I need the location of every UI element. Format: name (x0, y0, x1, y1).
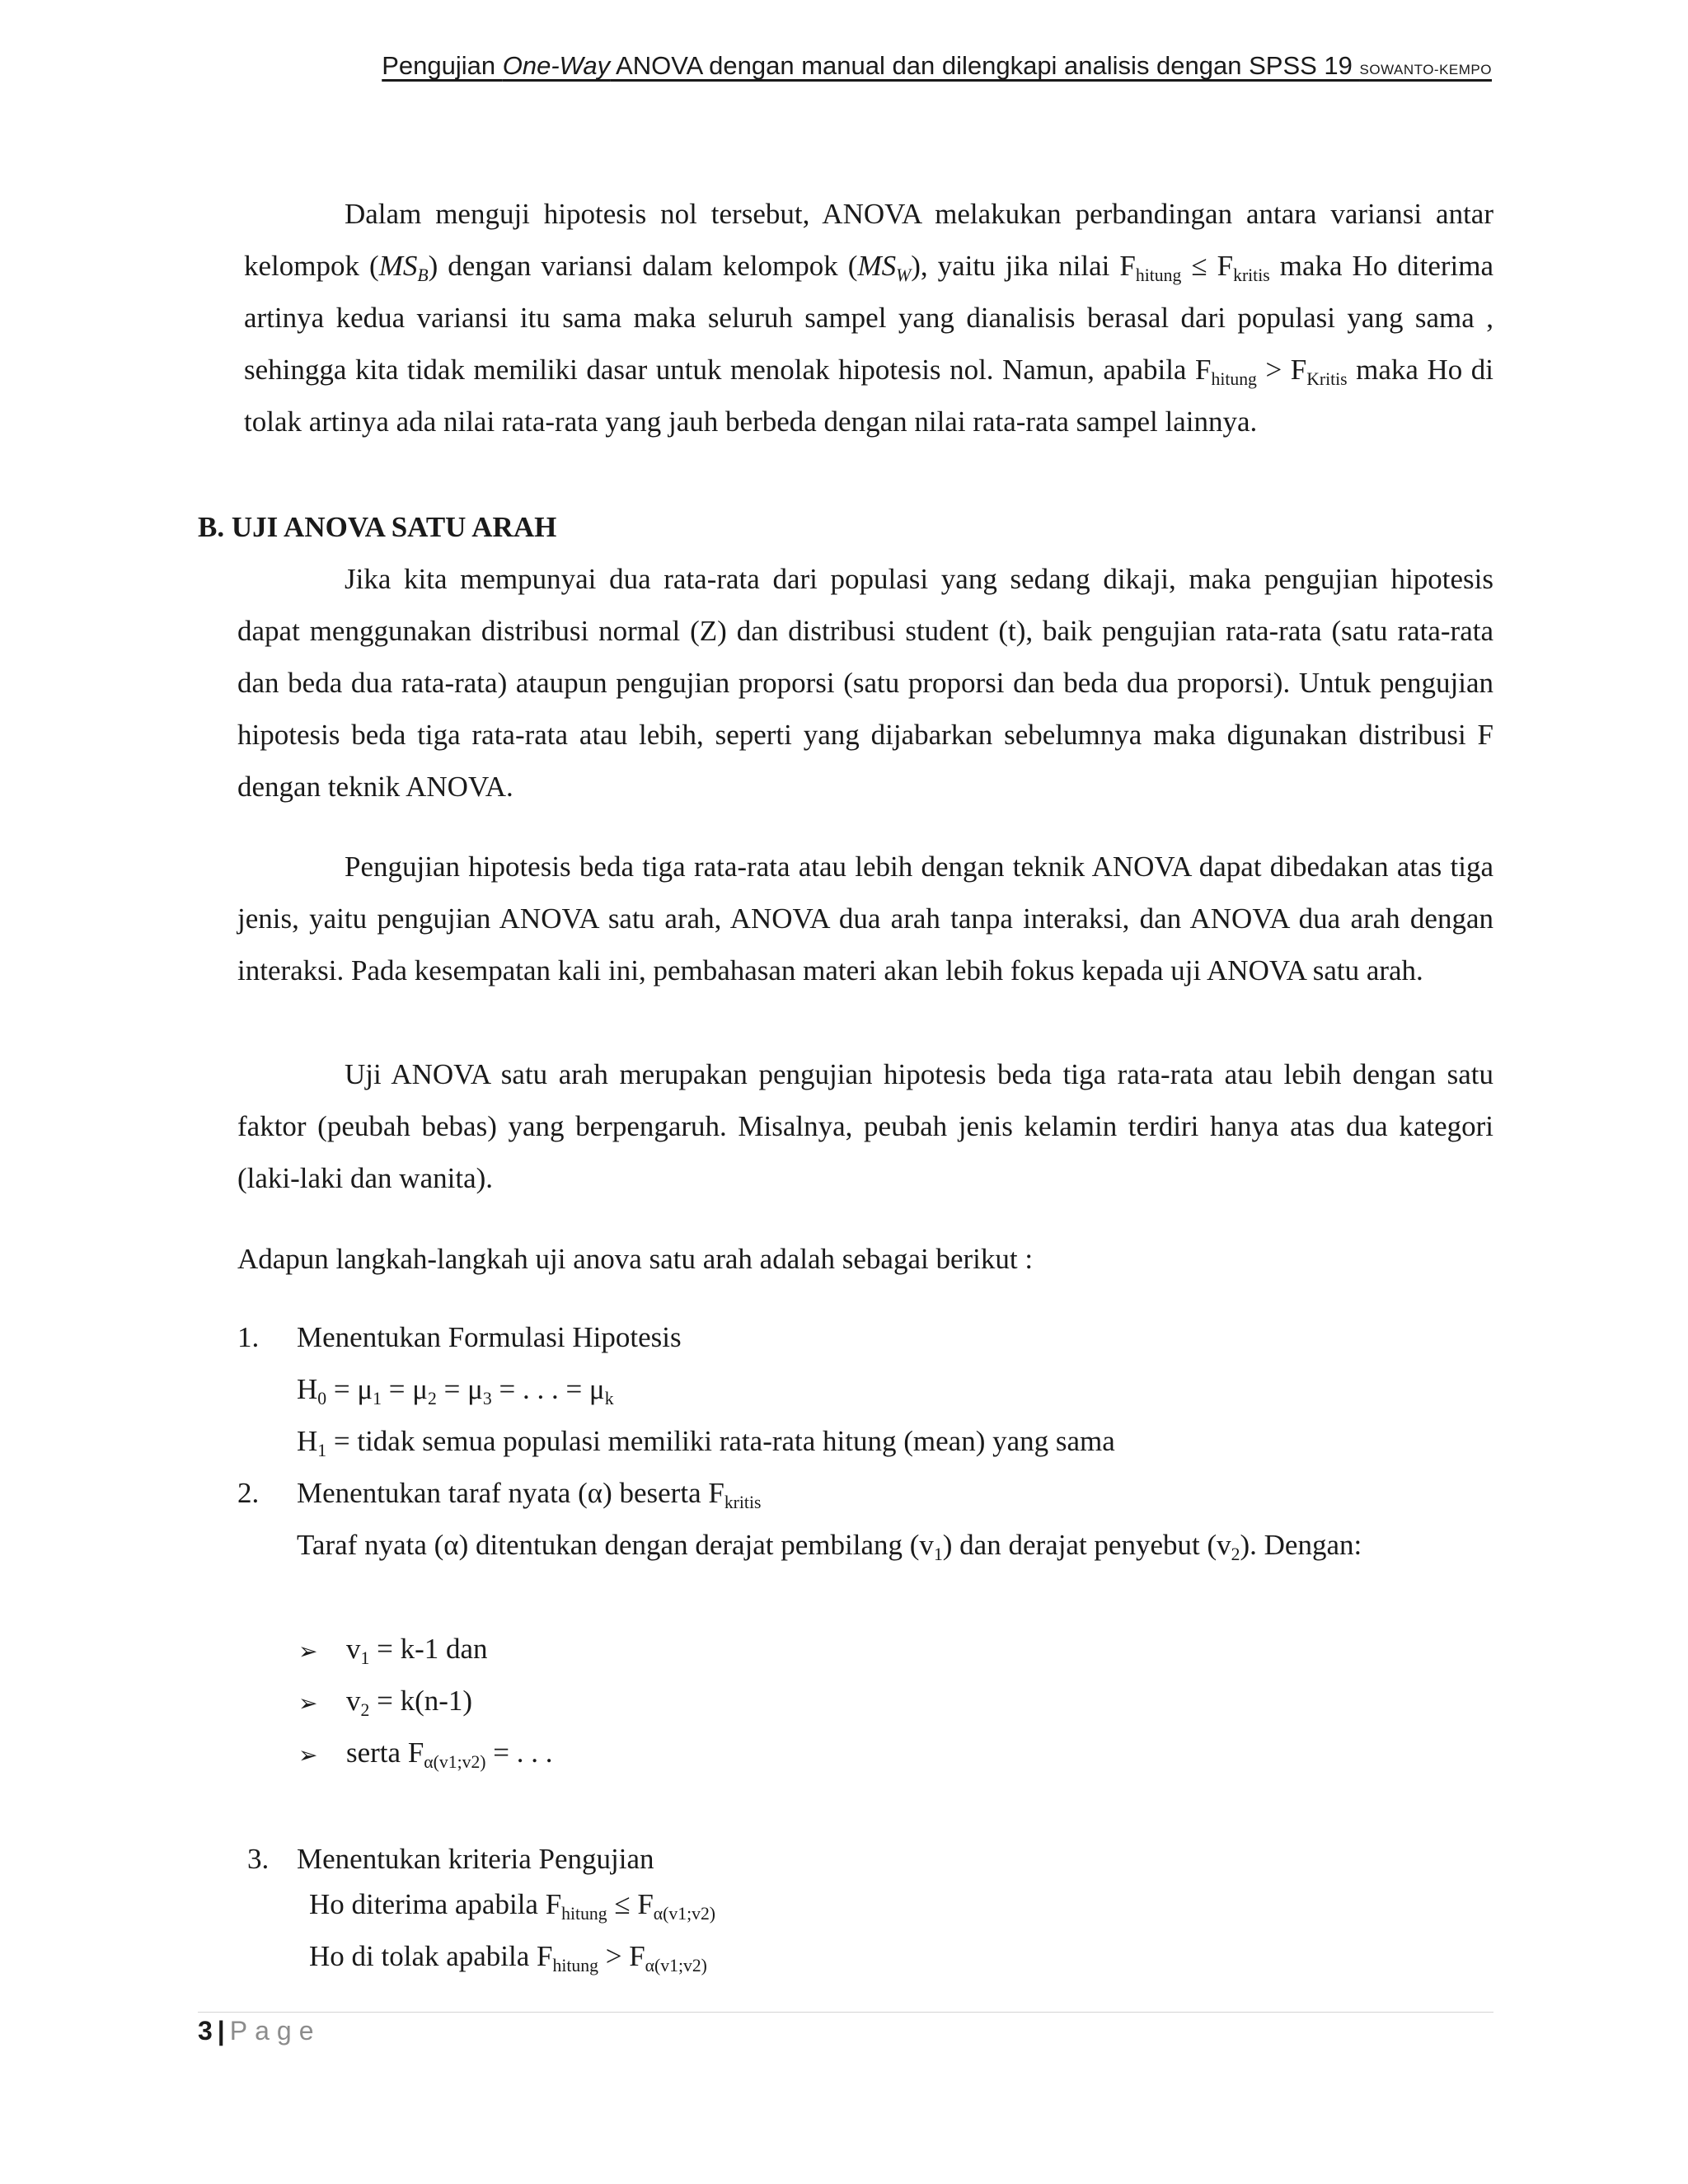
hypothesis-h1: $H_1$ = tidak semua populasi memiliki rata-rata hitung (mean) yang sama (297, 1425, 1115, 1460)
step-2-number: 2. (237, 1477, 260, 1509)
header-italic: One-Way (502, 51, 611, 80)
bullet-arrow-icon: ➢ (298, 1741, 318, 1769)
paragraph-2-text: Pengujian hipotesis beda tiga rata-rata atau lebih dengan teknik ANOVA dapat dibedakan atas tiga jenis, yaitu pengujian ANOVA satu arah, ANOVA dua arah tanpa interaksi, dan ANOVA dua arah dengan interaksi. Pada kesempatan kali ini, pembahasan materi akan lebih fokus kepada uji ANOVA satu arah. (237, 851, 1493, 987)
bullet-arrow-icon: ➢ (298, 1690, 318, 1717)
hypothesis-h0: $H_0 = \mu_1 = \mu_2 = \mu_3$ = . . . = $\mu_k$ (297, 1373, 614, 1408)
criteria-accept: Ho diterima apabila $F_{hitung} \le F_{\alpha(v1;v2)}$ (309, 1888, 716, 1924)
criteria-reject: Ho di tolak apabila $F_{hitung} > F_{\alpha(v1;v2)}$ (309, 1940, 707, 1975)
paragraph-3-text: Uji ANOVA satu arah merupakan pengujian hipotesis beda tiga rata-rata atau lebih dengan satu faktor (peubah bebas) yang berpengaruh. Misalnya, peubah jenis kelamin terdiri hanya atas dua kategori (laki-laki dan wanita). (237, 1058, 1493, 1194)
section-heading: B. UJI ANOVA SATU ARAH (198, 511, 557, 543)
step-1-number: 1. (237, 1321, 260, 1353)
running-header (330, 51, 1492, 81)
step-2-title: Menentukan taraf nyata (α) beserta $F_{kritis}$ (297, 1477, 762, 1512)
bullet-f-alpha: serta $F_{\alpha(v1;v2)}$ = . . . (346, 1736, 553, 1772)
page-number: 3 (198, 2016, 213, 2046)
step-2-description-text: Taraf nyata (α) ditentukan dengan derajat pembilang $(v_1)$ dan derajat penyebut $(v_2)$. Dengan: (297, 1529, 1362, 1564)
paragraph-intro-text: Dalam menguji hipotesis nol tersebut, ANOVA melakukan perbandingan antara variansi antar kelompok $(MS_B)$ dengan variansi dalam kelompok $(MS_W)$, yaitu jika nilai $F_{hitung} \le F_{kritis}$ maka Ho diterima artinya kedua variansi itu sama maka seluruh sampel yang dianalisis berasal dari populasi yang sama , sehingga kita tidak memiliki dasar untuk menolak hipotesis nol. Namun, apabila $F_{hitung} > F_{Kritis}$ maka Ho di tolak artinya ada nilai rata-rata yang jauh berbeda dengan nilai rata-rata sampel lainnya. (244, 198, 1493, 438)
page-footer (198, 2016, 321, 2057)
footer-page-label: Page (229, 2016, 321, 2046)
header-text-rest: ANOVA dengan manual dan dilengkapi analisis dengan SPSS 19 (610, 51, 1360, 80)
paragraph-3 (237, 1048, 1493, 1204)
header-author: SOWANTO-KEMPO (1359, 62, 1492, 77)
bullet-arrow-icon: ➢ (298, 1638, 318, 1665)
paragraph-1-text: Jika kita mempunyai dua rata-rata dari populasi yang sedang dikaji, maka pengujian hipotesis dapat menggunakan distribusi normal (Z) dan distribusi student (t), baik pengujian rata-rata (satu rata-rata dan beda dua rata-rata) ataupun pengujian proporsi (satu proporsi dan beda dua proporsi). Untuk pengujian hipotesis beda tiga rata-rata atau lebih, seperti yang dijabarkan sebelumnya maka digunakan distribusi F dengan teknik ANOVA. (237, 563, 1493, 803)
bullet-v2: $v_2 = k(n-1)$ (346, 1685, 473, 1720)
step-2-description (297, 1519, 1493, 1571)
header-text: Pengujian (382, 51, 503, 80)
bullet-v1: $v_1 = k-1$ dan (346, 1633, 488, 1668)
step-1-title: Menentukan Formulasi Hipotesis (297, 1321, 682, 1353)
paragraph-2 (237, 841, 1493, 996)
step-3-title: Menentukan kriteria Pengujian (297, 1843, 654, 1875)
paragraph-1 (237, 553, 1493, 813)
paragraph-4 (237, 1233, 1493, 1285)
step-3-number: 3. (247, 1843, 270, 1875)
paragraph-4-text: Adapun langkah-langkah uji anova satu arah adalah sebagai berikut : (237, 1243, 1034, 1275)
footer-divider (198, 2012, 1493, 2013)
footer-separator: | (217, 2016, 225, 2046)
paragraph-intro (244, 188, 1493, 448)
